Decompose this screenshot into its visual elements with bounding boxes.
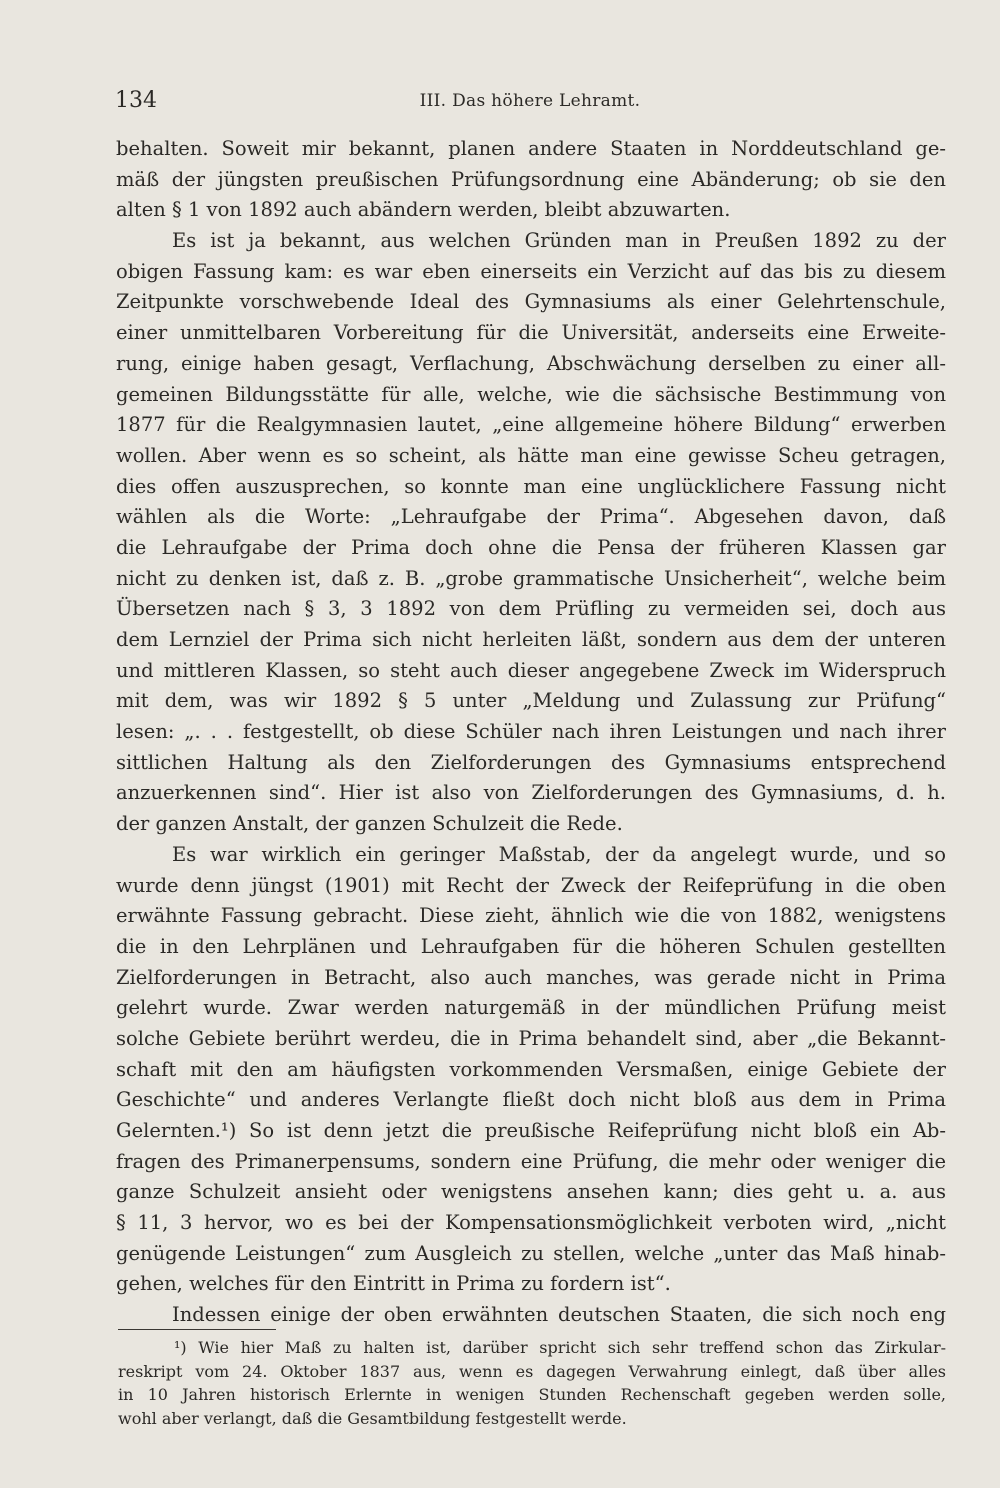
- footnote-line: wohl aber verlangt, daß die Gesamtbildung festgestellt werde.: [118, 1408, 627, 1428]
- text-line: Geschichte“ und anderes Verlangte fließt doch nicht bloß aus dem in Prima: [116, 1088, 946, 1112]
- text-line: ganze Schulzeit ansieht oder wenigstens ansehen kann; dies geht u. a. aus: [116, 1180, 946, 1204]
- text-line: Es war wirklich ein geringer Maßstab, der da angelegt wurde, und so: [172, 842, 946, 866]
- footnotes: [118, 1336, 946, 1430]
- text-line: alten § 1 von 1892 auch abändern werden, bleibt abzuwarten.: [116, 198, 731, 222]
- footnote-line: ¹) Wie hier Maß zu halten ist, darüber spricht sich sehr treffend schon das Zirkular-: [174, 1338, 946, 1357]
- text-line: Zeitpunkte vorschwebende Ideal des Gymnasiums als einer Gelehrtenschule,: [116, 290, 946, 314]
- text-line: gelehrt wurde. Zwar werden naturgemäß in der mündlichen Prüfung meist: [116, 996, 946, 1020]
- text-line: genügende Leistungen“ zum Ausgleich zu stellen, welche „unter das Maß hinab-: [116, 1241, 946, 1265]
- text-line: solche Gebiete berührt werdeu, die in Prima behandelt sind, aber „die Bekannt-: [116, 1026, 946, 1050]
- footnote-line: in 10 Jahren historisch Erlernte in wenigen Stunden Rechenschaft gegeben werden solle,: [118, 1385, 946, 1404]
- text-line: fragen des Primanerpensums, sondern eine Prüfung, die mehr oder weniger die: [116, 1149, 946, 1173]
- text-line: lesen: „. . . festgestellt, ob diese Schüler nach ihren Leistungen und nach ihrer: [116, 720, 946, 744]
- text-line: der ganzen Anstalt, der ganzen Schulzeit die Rede.: [116, 812, 623, 836]
- text-line: nicht zu denken ist, daß z. B. „grobe grammatische Unsicherheit“, welche beim: [116, 566, 946, 590]
- text-line: die in den Lehrplänen und Lehraufgaben für die höheren Schulen gestellten: [116, 934, 946, 958]
- text-line: dem Lernziel der Prima sich nicht herleiten läßt, sondern aus dem der unteren: [116, 628, 946, 651]
- text-line: mit dem, was wir 1892 § 5 unter „Meldung und Zulassung zur Prüfung“: [116, 689, 946, 713]
- text-line: schaft mit den am häufigsten vorkommenden Versmaßen, einige Gebiete der: [116, 1057, 946, 1081]
- text-line: dies offen auszusprechen, so konnte man eine unglücklichere Fassung nicht: [116, 474, 946, 498]
- text-line: Es ist ja bekannt, aus welchen Gründen man in Preußen 1892 zu der: [172, 229, 946, 253]
- text-line: Gelernten.¹) So ist denn jetzt die preußische Reifeprüfung nicht bloß ein Ab-: [116, 1119, 946, 1142]
- text-line: sittlichen Haltung als den Zielforderungen des Gymnasiums entsprechend: [116, 750, 946, 774]
- page-header: [115, 88, 945, 118]
- body-text: [116, 134, 946, 1331]
- text-line: die Lehraufgabe der Prima doch ohne die Pensa der früheren Klassen gar: [116, 535, 946, 559]
- text-line: behalten. Soweit mir bekannt, planen andere Staaten in Norddeutschland ge-: [116, 137, 946, 160]
- text-line: gemeinen Bildungsstätte für alle, welche, wie die sächsische Bestimmung von: [116, 382, 946, 406]
- text-line: anzuerkennen sind“. Hier ist also von Zielforderungen des Gymnasiums, d. h.: [116, 781, 946, 805]
- text-line: Übersetzen nach § 3, 3 1892 von dem Prüfling zu vermeiden sei, doch aus: [116, 597, 946, 621]
- text-line: einer unmittelbaren Vorbereitung für die Universität, anderseits eine Erweite-: [116, 321, 946, 345]
- text-line: gehen, welches für den Eintritt in Prima zu fordern ist“.: [116, 1272, 671, 1296]
- text-line: erwähnte Fassung gebracht. Diese zieht, ähnlich wie die von 1882, wenigstens: [116, 904, 946, 928]
- running-head: III. Das höhere Lehramt.: [419, 91, 641, 111]
- text-line: 1877 für die Realgymnasien lautet, „eine allgemeine höhere Bildung“ erwerben: [116, 413, 946, 437]
- text-line: Indessen einige der oben erwähnten deutschen Staaten, die sich noch eng: [172, 1303, 946, 1327]
- text-line: Zielforderungen in Betracht, also auch manches, was gerade nicht in Prima: [116, 965, 946, 989]
- text-line: obigen Fassung kam: es war eben einerseits ein Verzicht auf das bis zu diesem: [116, 259, 946, 283]
- text-line: wurde denn jüngst (1901) mit Recht der Zweck der Reifeprüfung in die oben: [116, 873, 946, 897]
- text-line: § 11, 3 hervor, wo es bei der Kompensationsmöglichkeit verboten wird, „nicht: [116, 1211, 946, 1235]
- text-line: wählen als die Worte: „Lehraufgabe der Prima“. Abgesehen davon, daß: [116, 505, 946, 529]
- text-line: und mittleren Klassen, so steht auch dieser angegebene Zweck im Widerspruch: [116, 658, 946, 682]
- footnote-line: reskript vom 24. Oktober 1837 aus, wenn es dagegen Verwahrung einlegt, daß über alles: [118, 1361, 946, 1381]
- footnote-divider: [118, 1329, 276, 1330]
- page-number: 134: [115, 88, 157, 113]
- text-line: rung, einige haben gesagt, Verflachung, Abschwächung derselben zu einer all-: [116, 351, 946, 375]
- text-line: wollen. Aber wenn es so scheint, als hätte man eine gewisse Scheu getragen,: [116, 443, 946, 467]
- text-line: mäß der jüngsten preußischen Prüfungsordnung eine Abänderung; ob sie den: [116, 167, 946, 191]
